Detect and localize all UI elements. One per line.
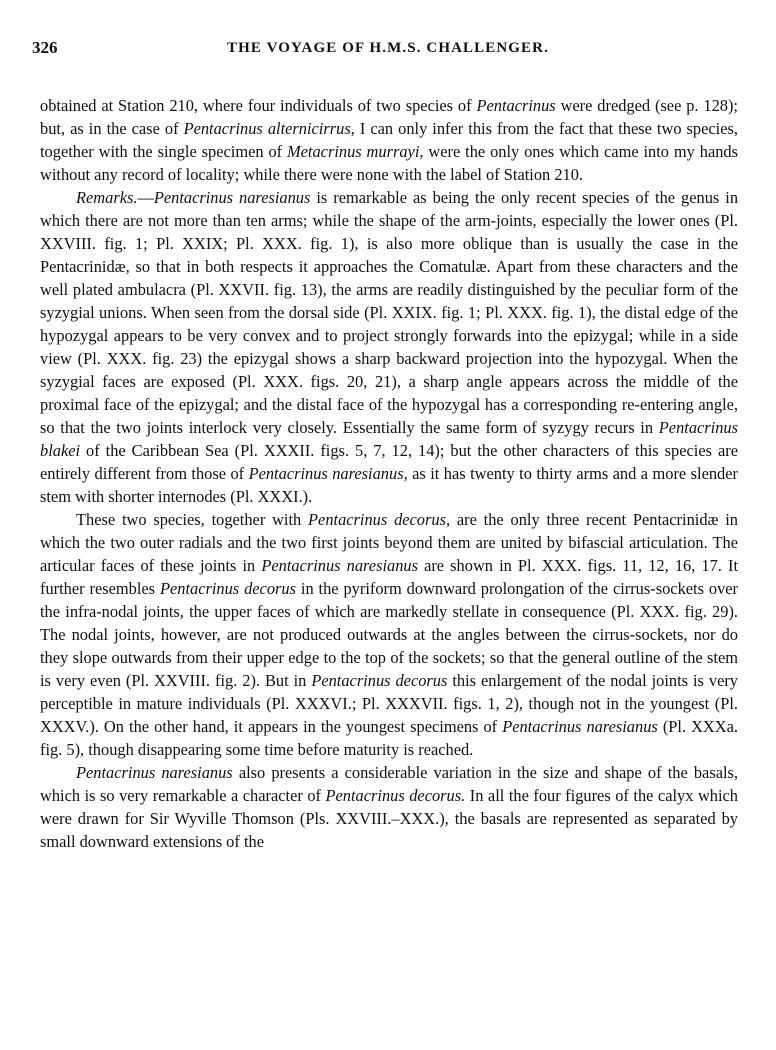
text-run: as it has twenty to thirty arms and a more slender stem with shorter internodes (Pl. XXXI.). xyxy=(40,464,738,506)
text-run: — xyxy=(137,188,154,207)
text-run: this enlargement of the nodal joints is very perceptible in mature individuals (Pl. XXXVI.; Pl. XXXVII. figs. 1, 2), though not in the youngest (Pl. XXXV.). On the other hand, it appears in the youngest specimens of xyxy=(40,671,738,736)
paragraph-2 xyxy=(40,186,738,508)
paragraph-4 xyxy=(40,761,738,853)
italic-text: Pentacrinus decorus. xyxy=(325,786,466,805)
italic-text: Pentacrinus naresianus xyxy=(502,717,658,736)
paragraph-1 xyxy=(40,94,738,186)
italic-text: Remarks. xyxy=(76,188,138,207)
text-run: are shown in Pl. XXX. figs. 11, 12, 16, 17. It further resembles xyxy=(40,556,738,598)
body-text xyxy=(40,94,738,853)
text-run: were the only ones which came into my hands without any record of locality; while there were none with the label of Station 210. xyxy=(40,142,738,184)
text-run: In all the four figures of the calyx which were drawn for Sir Wyville Thomson (Pls. XXVIII.–XXX.), the basals are represented as separated by small downward extensions of the xyxy=(40,786,738,851)
italic-text: Pentacrinus blakei xyxy=(40,418,738,460)
text-run: obtained at Station 210, where four individuals of two species of xyxy=(40,96,477,115)
paragraph-3 xyxy=(40,508,738,761)
italic-text: Pentacrinus naresianus xyxy=(76,763,233,782)
italic-text: Pentacrinus decorus xyxy=(159,579,296,598)
italic-text: Pentacrinus naresianus xyxy=(153,188,311,207)
text-run: I can only infer this from the fact that these two species, together with the single specimen of xyxy=(40,119,738,161)
text-run: are the only three recent Pentacrinidæ in which the two outer radials and the two first joints beyond them are united by bifascial articulation. The articular faces of these joints in xyxy=(40,510,739,575)
text-run: in the pyriform downward prolongation of the cirrus-sockets over the infra-nodal joints, the upper faces of which are markedly stellate in consequence (Pl. XXX. fig. 29). The nodal joints, however, are not produced outwards at the angles between the cirrus-sockets, nor do they slope outwards from their upper edge to the top of the sockets; so that the general outline of the stem is very even (Pl. XXVIII. fig. 2). But in xyxy=(40,579,739,690)
text-run: These two species, together with xyxy=(76,510,309,529)
italic-text: Metacrinus murrayi, xyxy=(287,142,424,161)
text-run: of the Caribbean Sea (Pl. XXXII. figs. 5, 7, 12, 14); but the other characters of this species are entirely different from those of xyxy=(40,441,738,483)
italic-text: Pentacrinus xyxy=(476,96,556,115)
running-title: THE VOYAGE OF H.M.S. CHALLENGER. xyxy=(227,40,549,56)
text-run: were dredged (see p. 128); but, as in the case of xyxy=(40,96,738,138)
italic-text: Pentacrinus decorus, xyxy=(308,510,451,529)
italic-text: Pentacrinus decorus xyxy=(311,671,448,690)
italic-text: Pentacrinus naresianus xyxy=(261,556,418,575)
text-run: is remarkable as being the only recent species of the genus in which there are not more than ten arms; while the shape of the arm-joints, especially the lower ones (Pl. XXVIII. fig. 1; Pl. XXIX; Pl. XXX. fig. 1), is also more oblique than is usually the case in the Pentacrinidæ, so that in both respects it approaches the Comatulæ. Apart from these characters and the well plated ambulacra (Pl. XXVII. fig. 13), the arms are readily distinguished by the peculiar form of the syzygial unions. When seen from the dorsal side (Pl. XXIX. fig. 1; Pl. XXX. fig. 1), the distal edge of the hypozygal appears to be very convex and to project strongly forwards into the epizygal; while in a side view (Pl. XXX. fig. 23) the epizygal shows a sharp backward projection into the hypozygal. When the syzygial faces are exposed (Pl. XXX. figs. 20, 21), a sharp angle appears across the middle of the proximal face of the epizygal; and the distal face of the hypozygal has a corresponding re-entering angle, so that the two joints interlock very closely. Essentially the same form of syzygy recurs in xyxy=(40,188,739,437)
text-run: also presents a considerable variation in the size and shape of the basals, which is so very remarkable a character of xyxy=(40,763,739,805)
page-header xyxy=(28,38,748,62)
italic-text: Pentacrinus alternicirrus, xyxy=(183,119,355,138)
page-number: 326 xyxy=(32,38,58,57)
text-run: (Pl. XXXa. fig. 5), though disappearing some time before maturity is reached. xyxy=(40,717,738,759)
italic-text: Pentacrinus naresianus, xyxy=(248,464,408,483)
